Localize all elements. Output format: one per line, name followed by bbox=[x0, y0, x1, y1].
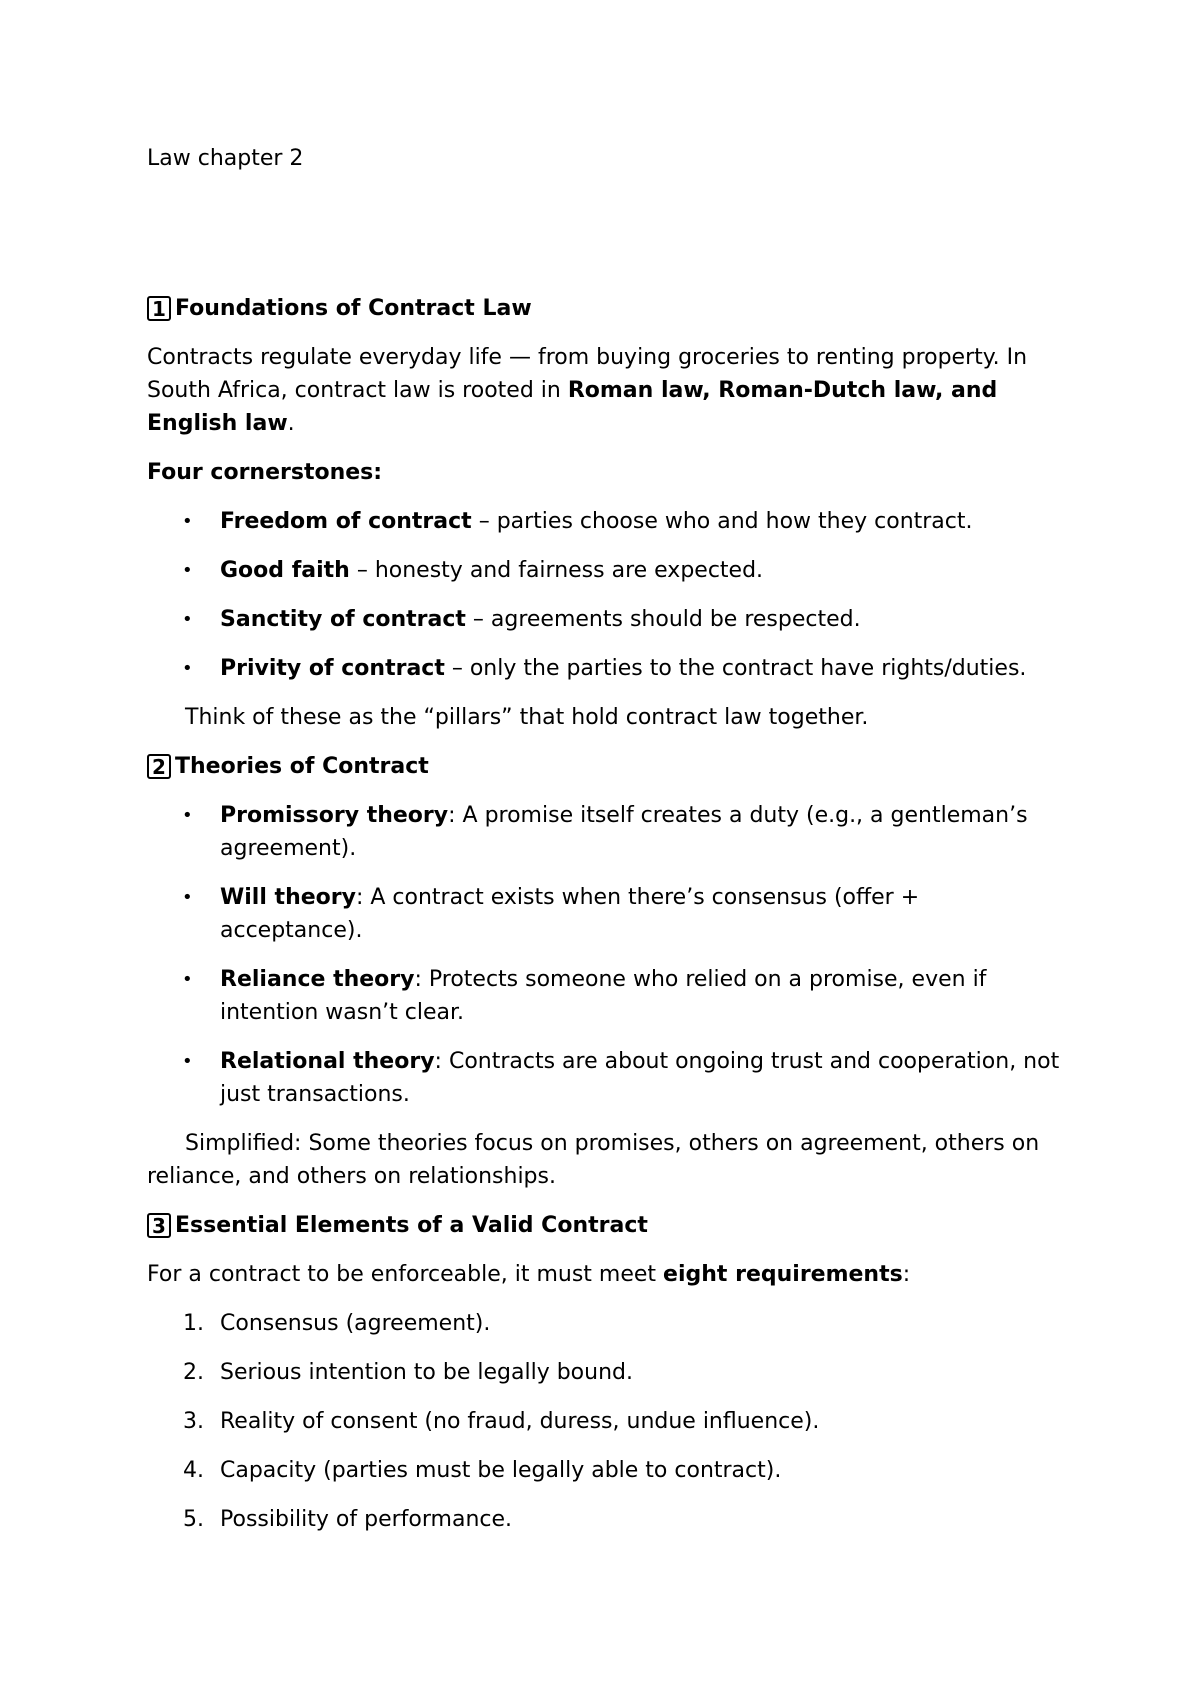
list-item bbox=[147, 881, 1067, 947]
list-item-number: 2. bbox=[183, 1360, 204, 1385]
intro-tail: : bbox=[902, 1262, 911, 1287]
list-item-term: Privity of contract bbox=[220, 656, 445, 681]
section-3-intro bbox=[147, 1258, 1067, 1291]
intro-bold-text: eight requirements bbox=[663, 1262, 903, 1287]
bullet-icon: • bbox=[182, 969, 193, 990]
list-item bbox=[147, 1045, 1067, 1111]
list-item bbox=[147, 603, 1067, 636]
section-1-intro bbox=[147, 341, 1067, 440]
list-item-text: Reality of consent (no fraud, duress, undue influence). bbox=[220, 1409, 820, 1434]
list-item bbox=[147, 505, 1067, 538]
list-item-number: 4. bbox=[183, 1458, 204, 1483]
list-item-text: Serious intention to be legally bound. bbox=[220, 1360, 633, 1385]
list-item-term: Good faith bbox=[220, 558, 350, 583]
list-item bbox=[147, 963, 1067, 1029]
section-2-heading bbox=[147, 750, 1067, 783]
section-3-heading bbox=[147, 1209, 1067, 1242]
bullet-icon: • bbox=[182, 560, 193, 581]
section-1-heading bbox=[147, 292, 1067, 325]
list-item bbox=[147, 1356, 1067, 1389]
list-item bbox=[147, 1307, 1067, 1340]
list-item-text: – honesty and fairness are expected. bbox=[349, 558, 764, 583]
list-item-term: Freedom of contract bbox=[220, 509, 472, 534]
list-item-text: : A contract exists when there’s consensus (offer + acceptance). bbox=[220, 885, 920, 943]
list-item-number: 3. bbox=[183, 1409, 204, 1434]
document-body bbox=[147, 292, 1067, 1552]
intro-text: For a contract to be enforceable, it must meet bbox=[147, 1262, 664, 1287]
section-2-note: Simplified: Some theories focus on promises, others on agreement, others on reliance, and others on relationships. bbox=[147, 1131, 1040, 1189]
list-item-text: : Contracts are about ongoing trust and cooperation, not just transactions. bbox=[220, 1049, 1060, 1107]
document-title: Law chapter 2 bbox=[147, 146, 304, 171]
list-item-text: : Protects someone who relied on a promise, even if intention wasn’t clear. bbox=[220, 967, 987, 1025]
list-item bbox=[147, 1454, 1067, 1487]
section-heading-text: Theories of Contract bbox=[175, 754, 429, 779]
section-heading-text: Foundations of Contract Law bbox=[175, 296, 532, 321]
intro-tail: . bbox=[287, 411, 295, 436]
bullet-icon: • bbox=[182, 805, 193, 826]
list-item-text: Capacity (parties must be legally able to contract). bbox=[220, 1458, 782, 1483]
list-item-text: Consensus (agreement). bbox=[220, 1311, 491, 1336]
requirements-list bbox=[147, 1307, 1067, 1536]
list-item-text: – only the parties to the contract have rights/duties. bbox=[444, 656, 1027, 681]
list-item-text: – parties choose who and how they contract. bbox=[471, 509, 973, 534]
list-item bbox=[147, 652, 1067, 685]
list-item-text: Possibility of performance. bbox=[220, 1507, 513, 1532]
list-item-text: : A promise itself creates a duty (e.g., a gentleman’s agreement). bbox=[220, 803, 1028, 861]
bullet-icon: • bbox=[182, 1051, 193, 1072]
list-item-term: Relational theory bbox=[220, 1049, 435, 1074]
intro-text: Contracts regulate everyday life — from buying groceries to renting property. In South Africa, contract law is rooted in bbox=[147, 345, 1028, 403]
section-1-note: Think of these as the “pillars” that hold contract law together. bbox=[185, 705, 869, 730]
bullet-icon: • bbox=[182, 609, 193, 630]
list-item bbox=[147, 1405, 1067, 1438]
list-item-term: Will theory bbox=[220, 885, 356, 910]
list-item-term: Reliance theory bbox=[220, 967, 415, 992]
keycap-number-icon: 2 bbox=[147, 754, 171, 779]
bullet-icon: • bbox=[182, 511, 193, 532]
cornerstones-list bbox=[147, 505, 1067, 685]
section-heading-text: Essential Elements of a Valid Contract bbox=[175, 1213, 648, 1238]
list-item-number: 1. bbox=[183, 1311, 204, 1336]
keycap-number-icon: 3 bbox=[147, 1213, 171, 1238]
list-item-text: – agreements should be respected. bbox=[465, 607, 861, 632]
bullet-icon: • bbox=[182, 887, 193, 908]
list-item-term: Promissory theory bbox=[220, 803, 449, 828]
theories-list bbox=[147, 799, 1067, 1111]
list-item bbox=[147, 799, 1067, 865]
list-item-term: Sanctity of contract bbox=[220, 607, 466, 632]
section-1-subheading: Four cornerstones: bbox=[147, 460, 383, 485]
bullet-icon: • bbox=[182, 658, 193, 679]
intro-bold-text: Roman law, Roman-Dutch law, and English law bbox=[147, 378, 998, 436]
list-item bbox=[147, 554, 1067, 587]
list-item-number: 5. bbox=[183, 1507, 204, 1532]
keycap-number-icon: 1 bbox=[147, 296, 171, 321]
list-item bbox=[147, 1503, 1067, 1536]
